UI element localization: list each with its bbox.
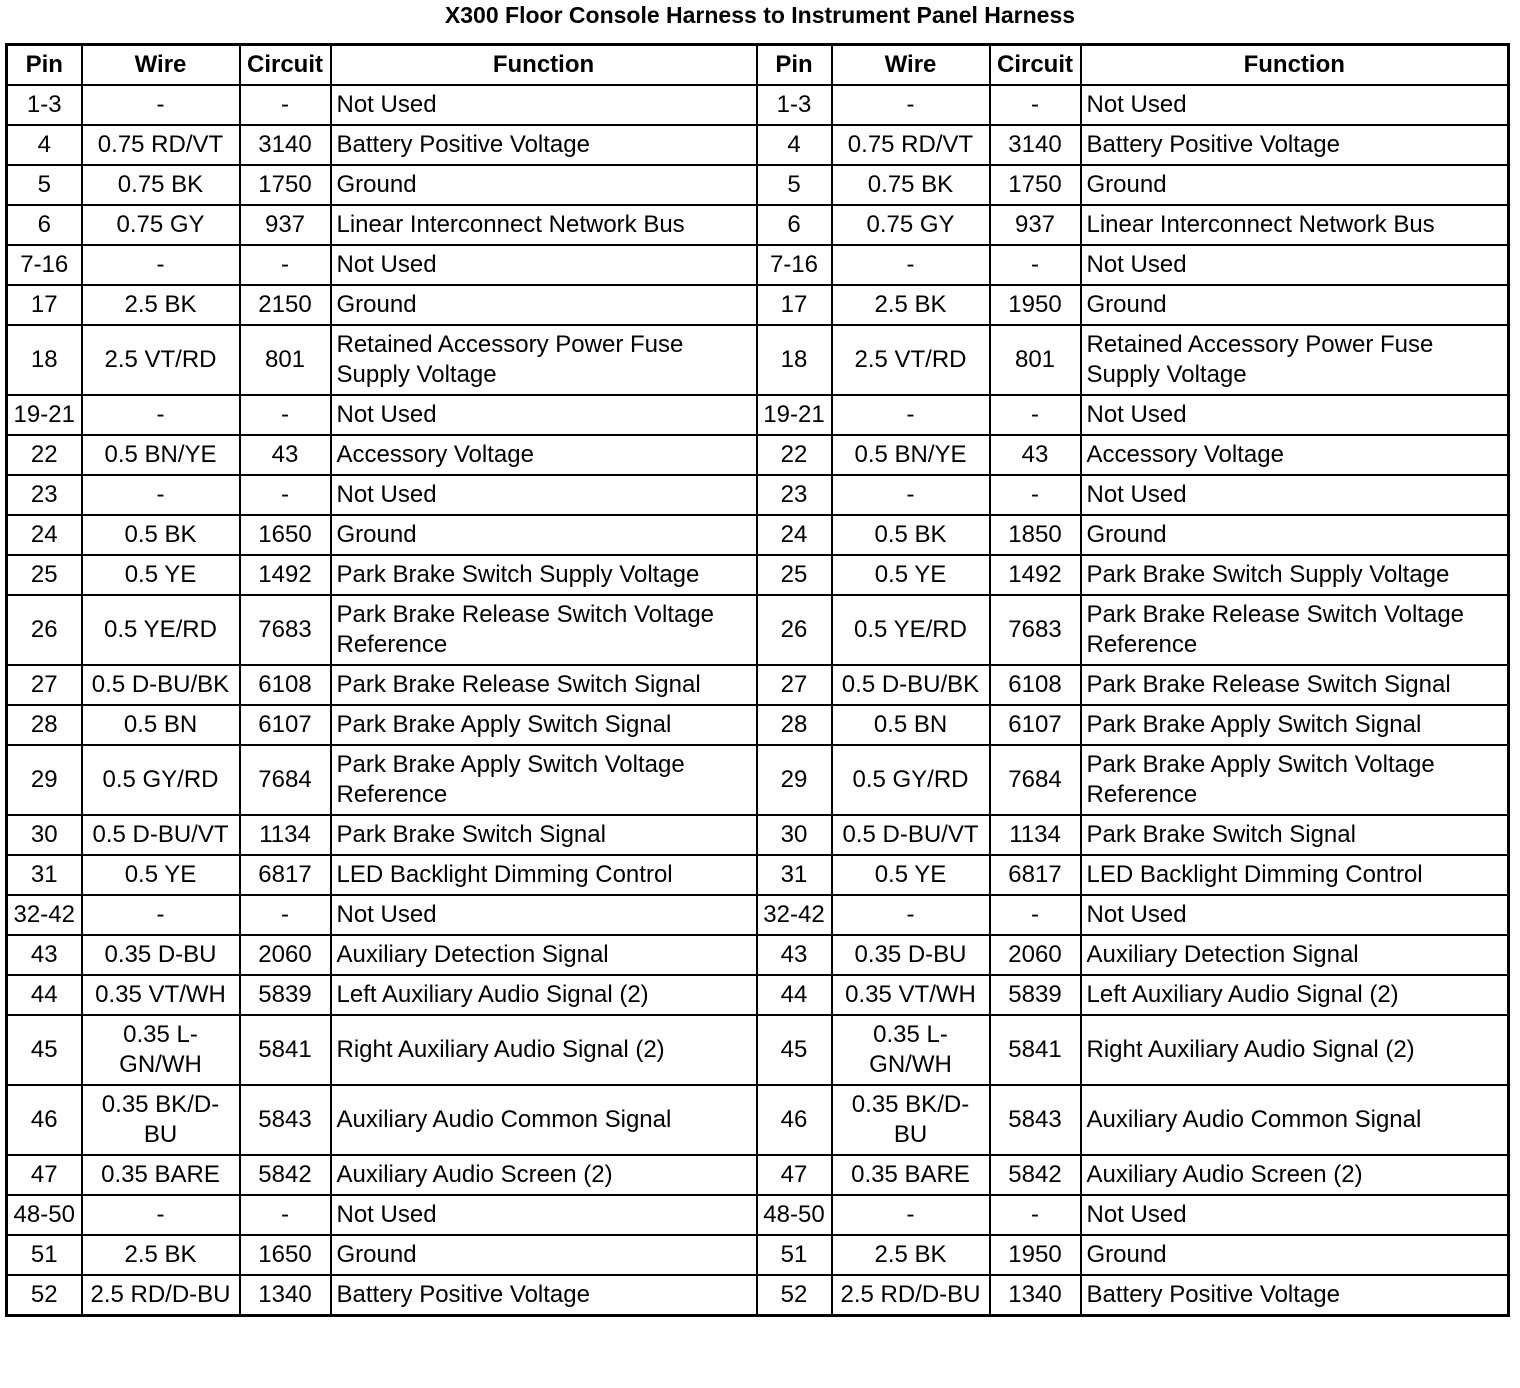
function-cell-left: Right Auxiliary Audio Signal (2)	[331, 1015, 757, 1085]
pin-cell-right: 25	[757, 555, 832, 595]
wire-cell-left: 0.75 GY	[82, 205, 240, 245]
table-row	[7, 395, 1509, 435]
pin-cell-right: 26	[757, 595, 832, 665]
function-cell-right: Park Brake Switch Supply Voltage	[1081, 555, 1509, 595]
circuit-cell-left: 6817	[240, 855, 331, 895]
wire-cell-right: -	[832, 395, 990, 435]
function-cell-left: Auxiliary Audio Screen (2)	[331, 1155, 757, 1195]
wire-cell-right: 2.5 RD/D-BU	[832, 1275, 990, 1316]
circuit-cell-right: 2060	[990, 935, 1081, 975]
function-cell-right: Not Used	[1081, 85, 1509, 125]
wire-cell-right: 0.35 BARE	[832, 1155, 990, 1195]
circuit-cell-right: 43	[990, 435, 1081, 475]
header-circuit-right: Circuit	[990, 45, 1081, 86]
pin-cell-right: 24	[757, 515, 832, 555]
function-cell-right: Left Auxiliary Audio Signal (2)	[1081, 975, 1509, 1015]
circuit-cell-right: 7684	[990, 745, 1081, 815]
pin-cell-right: 47	[757, 1155, 832, 1195]
circuit-cell-right: -	[990, 1195, 1081, 1235]
pin-cell-right: 6	[757, 205, 832, 245]
pin-cell-left: 24	[7, 515, 82, 555]
function-cell-right: Right Auxiliary Audio Signal (2)	[1081, 1015, 1509, 1085]
wire-cell-left: 0.35 VT/WH	[82, 975, 240, 1015]
table-row	[7, 595, 1509, 665]
circuit-cell-right: 801	[990, 325, 1081, 395]
function-cell-right: Not Used	[1081, 475, 1509, 515]
function-cell-left: Ground	[331, 1235, 757, 1275]
pin-cell-left: 5	[7, 165, 82, 205]
function-cell-left: Park Brake Switch Signal	[331, 815, 757, 855]
circuit-cell-right: 1340	[990, 1275, 1081, 1316]
function-cell-right: Not Used	[1081, 895, 1509, 935]
wire-cell-left: 0.5 BK	[82, 515, 240, 555]
wire-cell-left: 2.5 BK	[82, 1235, 240, 1275]
table-row	[7, 515, 1509, 555]
pin-cell-left: 19-21	[7, 395, 82, 435]
circuit-cell-right: 6817	[990, 855, 1081, 895]
header-wire-right: Wire	[832, 45, 990, 86]
circuit-cell-right: 7683	[990, 595, 1081, 665]
table-row	[7, 325, 1509, 395]
circuit-cell-left: -	[240, 395, 331, 435]
table-row	[7, 165, 1509, 205]
pin-cell-right: 52	[757, 1275, 832, 1316]
circuit-cell-right: -	[990, 475, 1081, 515]
circuit-cell-left: 1650	[240, 515, 331, 555]
pin-cell-left: 22	[7, 435, 82, 475]
table-row	[7, 935, 1509, 975]
wire-cell-left: 0.75 BK	[82, 165, 240, 205]
wire-cell-left: 0.75 RD/VT	[82, 125, 240, 165]
function-cell-right: Ground	[1081, 1235, 1509, 1275]
function-cell-left: Park Brake Release Switch Signal	[331, 665, 757, 705]
circuit-cell-right: 1750	[990, 165, 1081, 205]
wire-cell-left: 0.5 BN/YE	[82, 435, 240, 475]
circuit-cell-left: 6107	[240, 705, 331, 745]
pin-cell-right: 22	[757, 435, 832, 475]
function-cell-right: Park Brake Switch Signal	[1081, 815, 1509, 855]
wire-cell-right: 0.35 L-GN/WH	[832, 1015, 990, 1085]
pin-cell-left: 52	[7, 1275, 82, 1316]
pin-cell-right: 27	[757, 665, 832, 705]
circuit-cell-left: 5842	[240, 1155, 331, 1195]
wire-cell-right: 0.75 GY	[832, 205, 990, 245]
wire-cell-left: 2.5 RD/D-BU	[82, 1275, 240, 1316]
wire-cell-right: 2.5 BK	[832, 1235, 990, 1275]
wire-cell-right: 2.5 BK	[832, 285, 990, 325]
function-cell-right: Auxiliary Audio Screen (2)	[1081, 1155, 1509, 1195]
wire-cell-right: 0.5 YE	[832, 555, 990, 595]
circuit-cell-right: 1950	[990, 1235, 1081, 1275]
pin-cell-right: 32-42	[757, 895, 832, 935]
function-cell-left: Not Used	[331, 1195, 757, 1235]
function-cell-right: Not Used	[1081, 1195, 1509, 1235]
pin-cell-right: 17	[757, 285, 832, 325]
circuit-cell-right: -	[990, 245, 1081, 285]
pin-cell-left: 46	[7, 1085, 82, 1155]
function-cell-right: Retained Accessory Power Fuse Supply Voltage	[1081, 325, 1509, 395]
pin-cell-right: 19-21	[757, 395, 832, 435]
pin-cell-left: 51	[7, 1235, 82, 1275]
function-cell-right: Ground	[1081, 165, 1509, 205]
pin-cell-right: 23	[757, 475, 832, 515]
circuit-cell-left: 2150	[240, 285, 331, 325]
wire-cell-right: 2.5 VT/RD	[832, 325, 990, 395]
wire-cell-left: 0.5 YE	[82, 555, 240, 595]
pin-cell-right: 5	[757, 165, 832, 205]
circuit-cell-left: -	[240, 895, 331, 935]
function-cell-right: Accessory Voltage	[1081, 435, 1509, 475]
pin-cell-left: 25	[7, 555, 82, 595]
wire-cell-right: 0.5 BN	[832, 705, 990, 745]
pin-cell-left: 18	[7, 325, 82, 395]
pin-cell-right: 48-50	[757, 1195, 832, 1235]
circuit-cell-left: 937	[240, 205, 331, 245]
wire-cell-left: 0.35 BARE	[82, 1155, 240, 1195]
function-cell-right: Linear Interconnect Network Bus	[1081, 205, 1509, 245]
wire-cell-right: 0.5 YE	[832, 855, 990, 895]
circuit-cell-right: 5839	[990, 975, 1081, 1015]
function-cell-right: LED Backlight Dimming Control	[1081, 855, 1509, 895]
pin-cell-right: 7-16	[757, 245, 832, 285]
pin-cell-left: 1-3	[7, 85, 82, 125]
circuit-cell-left: 6108	[240, 665, 331, 705]
function-cell-left: Not Used	[331, 85, 757, 125]
wire-cell-right: 0.5 GY/RD	[832, 745, 990, 815]
pin-cell-right: 4	[757, 125, 832, 165]
wire-cell-right: 0.35 VT/WH	[832, 975, 990, 1015]
circuit-cell-right: 5843	[990, 1085, 1081, 1155]
pin-cell-right: 28	[757, 705, 832, 745]
table-row	[7, 435, 1509, 475]
circuit-cell-right: 5841	[990, 1015, 1081, 1085]
table-row	[7, 285, 1509, 325]
function-cell-right: Auxiliary Detection Signal	[1081, 935, 1509, 975]
circuit-cell-left: 1750	[240, 165, 331, 205]
function-cell-right: Park Brake Release Switch Voltage Reference	[1081, 595, 1509, 665]
circuit-cell-left: 1340	[240, 1275, 331, 1316]
table-row	[7, 85, 1509, 125]
header-circuit-left: Circuit	[240, 45, 331, 86]
function-cell-left: Not Used	[331, 895, 757, 935]
table-row	[7, 125, 1509, 165]
wire-cell-left: 0.5 GY/RD	[82, 745, 240, 815]
wire-cell-right: -	[832, 245, 990, 285]
circuit-cell-right: 1950	[990, 285, 1081, 325]
circuit-cell-right: 6108	[990, 665, 1081, 705]
header-function-left: Function	[331, 45, 757, 86]
wire-cell-right: 0.75 BK	[832, 165, 990, 205]
table-row	[7, 665, 1509, 705]
pin-cell-right: 46	[757, 1085, 832, 1155]
wire-cell-right: 0.5 D-BU/BK	[832, 665, 990, 705]
wire-cell-left: 0.5 YE	[82, 855, 240, 895]
wire-cell-left: -	[82, 1195, 240, 1235]
header-function-right: Function	[1081, 45, 1509, 86]
wire-cell-left: 0.35 L-GN/WH	[82, 1015, 240, 1085]
function-cell-left: Park Brake Apply Switch Voltage Reference	[331, 745, 757, 815]
header-pin-left: Pin	[7, 45, 82, 86]
wire-cell-right: -	[832, 895, 990, 935]
circuit-cell-right: 1134	[990, 815, 1081, 855]
table-row	[7, 895, 1509, 935]
wire-cell-left: 0.5 BN	[82, 705, 240, 745]
wire-cell-left: -	[82, 475, 240, 515]
pin-cell-right: 18	[757, 325, 832, 395]
pin-cell-right: 29	[757, 745, 832, 815]
pin-cell-left: 43	[7, 935, 82, 975]
wire-cell-right: 0.5 BN/YE	[832, 435, 990, 475]
pin-cell-left: 47	[7, 1155, 82, 1195]
function-cell-left: Battery Positive Voltage	[331, 125, 757, 165]
pin-cell-left: 4	[7, 125, 82, 165]
circuit-cell-left: 801	[240, 325, 331, 395]
function-cell-left: Auxiliary Audio Common Signal	[331, 1085, 757, 1155]
function-cell-left: Not Used	[331, 475, 757, 515]
circuit-cell-left: 7683	[240, 595, 331, 665]
wire-cell-left: -	[82, 895, 240, 935]
function-cell-right: Battery Positive Voltage	[1081, 125, 1509, 165]
function-cell-right: Park Brake Apply Switch Voltage Reference	[1081, 745, 1509, 815]
table-row	[7, 245, 1509, 285]
pin-cell-right: 1-3	[757, 85, 832, 125]
pin-cell-right: 31	[757, 855, 832, 895]
table-row	[7, 1195, 1509, 1235]
pin-cell-left: 32-42	[7, 895, 82, 935]
wire-cell-left: 0.5 YE/RD	[82, 595, 240, 665]
pin-cell-left: 23	[7, 475, 82, 515]
function-cell-left: LED Backlight Dimming Control	[331, 855, 757, 895]
table-row	[7, 705, 1509, 745]
wire-cell-left: 0.35 BK/D-BU	[82, 1085, 240, 1155]
wire-cell-left: 2.5 VT/RD	[82, 325, 240, 395]
circuit-cell-left: 5839	[240, 975, 331, 1015]
pin-cell-left: 7-16	[7, 245, 82, 285]
table-row	[7, 815, 1509, 855]
pin-cell-left: 45	[7, 1015, 82, 1085]
function-cell-left: Park Brake Switch Supply Voltage	[331, 555, 757, 595]
table-row	[7, 1275, 1509, 1316]
wire-cell-left: 0.35 D-BU	[82, 935, 240, 975]
header-wire-left: Wire	[82, 45, 240, 86]
circuit-cell-right: 5842	[990, 1155, 1081, 1195]
pin-cell-right: 51	[757, 1235, 832, 1275]
table-row	[7, 1085, 1509, 1155]
pin-cell-left: 44	[7, 975, 82, 1015]
function-cell-right: Not Used	[1081, 395, 1509, 435]
wire-cell-right: -	[832, 1195, 990, 1235]
circuit-cell-left: 1650	[240, 1235, 331, 1275]
circuit-cell-left: -	[240, 475, 331, 515]
circuit-cell-left: 1492	[240, 555, 331, 595]
function-cell-left: Auxiliary Detection Signal	[331, 935, 757, 975]
circuit-cell-right: -	[990, 395, 1081, 435]
circuit-cell-left: -	[240, 85, 331, 125]
circuit-cell-right: 1492	[990, 555, 1081, 595]
table-row	[7, 1235, 1509, 1275]
pin-cell-right: 44	[757, 975, 832, 1015]
wire-cell-right: -	[832, 85, 990, 125]
function-cell-left: Park Brake Apply Switch Signal	[331, 705, 757, 745]
wire-cell-left: 2.5 BK	[82, 285, 240, 325]
pin-cell-left: 31	[7, 855, 82, 895]
function-cell-right: Auxiliary Audio Common Signal	[1081, 1085, 1509, 1155]
circuit-cell-left: -	[240, 245, 331, 285]
pin-cell-left: 27	[7, 665, 82, 705]
table-row	[7, 745, 1509, 815]
circuit-cell-left: 5841	[240, 1015, 331, 1085]
circuit-cell-left: 3140	[240, 125, 331, 165]
function-cell-right: Ground	[1081, 285, 1509, 325]
wire-cell-right: 0.35 BK/D-BU	[832, 1085, 990, 1155]
function-cell-left: Not Used	[331, 245, 757, 285]
wire-cell-left: -	[82, 245, 240, 285]
page-title: X300 Floor Console Harness to Instrument Panel Harness	[444, 2, 1076, 28]
pin-cell-left: 17	[7, 285, 82, 325]
header-row	[7, 45, 1509, 86]
table-row	[7, 1015, 1509, 1085]
table-row	[7, 1155, 1509, 1195]
circuit-cell-left: -	[240, 1195, 331, 1235]
function-cell-left: Retained Accessory Power Fuse Supply Voltage	[331, 325, 757, 395]
circuit-cell-left: 7684	[240, 745, 331, 815]
pin-cell-left: 29	[7, 745, 82, 815]
function-cell-left: Accessory Voltage	[331, 435, 757, 475]
wire-cell-left: 0.5 D-BU/VT	[82, 815, 240, 855]
wire-cell-right: 0.5 YE/RD	[832, 595, 990, 665]
pin-cell-left: 6	[7, 205, 82, 245]
function-cell-right: Not Used	[1081, 245, 1509, 285]
function-cell-left: Left Auxiliary Audio Signal (2)	[331, 975, 757, 1015]
table-row	[7, 205, 1509, 245]
circuit-cell-right: 937	[990, 205, 1081, 245]
wire-cell-right: 0.35 D-BU	[832, 935, 990, 975]
circuit-cell-left: 1134	[240, 815, 331, 855]
pin-cell-left: 30	[7, 815, 82, 855]
table-row	[7, 855, 1509, 895]
function-cell-right: Park Brake Release Switch Signal	[1081, 665, 1509, 705]
function-cell-left: Not Used	[331, 395, 757, 435]
pin-cell-left: 26	[7, 595, 82, 665]
function-cell-left: Ground	[331, 515, 757, 555]
wire-cell-left: -	[82, 395, 240, 435]
circuit-cell-left: 43	[240, 435, 331, 475]
wire-cell-right: 0.75 RD/VT	[832, 125, 990, 165]
pin-cell-left: 28	[7, 705, 82, 745]
circuit-cell-right: -	[990, 895, 1081, 935]
function-cell-left: Linear Interconnect Network Bus	[331, 205, 757, 245]
function-cell-left: Battery Positive Voltage	[331, 1275, 757, 1316]
circuit-cell-right: 1850	[990, 515, 1081, 555]
function-cell-right: Battery Positive Voltage	[1081, 1275, 1509, 1316]
table-row	[7, 475, 1509, 515]
circuit-cell-right: -	[990, 85, 1081, 125]
header-pin-right: Pin	[757, 45, 832, 86]
wire-cell-right: 0.5 D-BU/VT	[832, 815, 990, 855]
function-cell-left: Ground	[331, 285, 757, 325]
circuit-cell-right: 6107	[990, 705, 1081, 745]
circuit-cell-left: 2060	[240, 935, 331, 975]
pin-cell-right: 43	[757, 935, 832, 975]
table-row	[7, 555, 1509, 595]
pin-cell-right: 45	[757, 1015, 832, 1085]
table-row	[7, 975, 1509, 1015]
wire-cell-right: 0.5 BK	[832, 515, 990, 555]
function-cell-right: Park Brake Apply Switch Signal	[1081, 705, 1509, 745]
pin-cell-right: 30	[757, 815, 832, 855]
wire-cell-left: -	[82, 85, 240, 125]
function-cell-left: Park Brake Release Switch Voltage Reference	[331, 595, 757, 665]
wire-cell-right: -	[832, 475, 990, 515]
function-cell-left: Ground	[331, 165, 757, 205]
wire-cell-left: 0.5 D-BU/BK	[82, 665, 240, 705]
circuit-cell-left: 5843	[240, 1085, 331, 1155]
harness-pinout-table	[5, 43, 1510, 1317]
pin-cell-left: 48-50	[7, 1195, 82, 1235]
function-cell-right: Ground	[1081, 515, 1509, 555]
circuit-cell-right: 3140	[990, 125, 1081, 165]
